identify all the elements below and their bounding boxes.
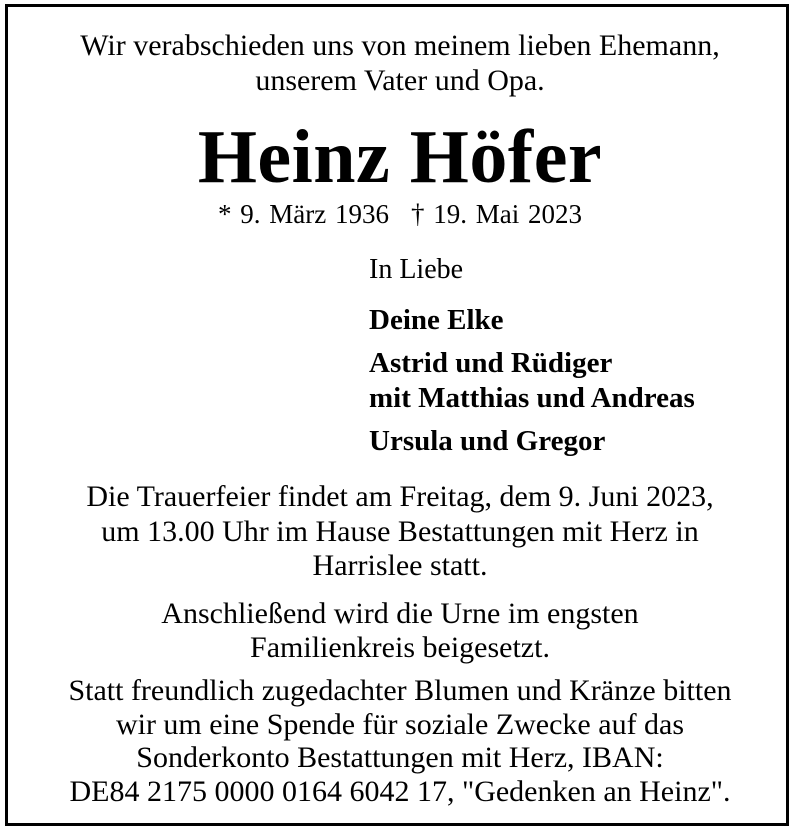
ceremony-line-3: Harrislee statt. (312, 549, 488, 582)
donation-line-3: Sonderkonto Bestattungen mit Herz, IBAN: (136, 741, 664, 774)
ceremony-line-2: um 13.00 Uhr im Hause Bestattungen mit Herz in (101, 515, 699, 548)
urn-line-1: Anschließend wird die Urne im engsten (161, 597, 639, 630)
intro-line-1: Wir verabschieden uns von meinem lieben Ehemann, (80, 29, 720, 62)
ceremony-line-1: Die Trauerfeier findet am Freitag, dem 9. Juni 2023, (86, 480, 714, 513)
closing-phrase: In Liebe (369, 254, 464, 285)
family-member: Ursula und Gregor (369, 425, 606, 457)
birth-date: * 9. März 1936 (218, 199, 389, 229)
donation-line-1: Statt freundlich zugedachter Blumen und Kränze bitten (68, 674, 732, 707)
intro-line-2: unserem Vater und Opa. (255, 64, 545, 97)
death-date: † 19. Mai 2023 (410, 199, 582, 229)
urn-line-2: Familienkreis beigesetzt. (250, 631, 550, 664)
family-member: Deine Elke (369, 304, 504, 336)
life-dates (0, 201, 800, 228)
donation-line-4-iban: DE84 2175 0000 0164 6042 17, "Gedenken an Heinz". (69, 775, 731, 808)
donation-line-2: wir um eine Spende für soziale Zwecke auf das (115, 708, 685, 741)
family-member: Astrid und Rüdiger (369, 347, 613, 379)
family-member: mit Matthias und Andreas (369, 382, 695, 414)
deceased-name: Heinz Höfer (197, 115, 603, 199)
